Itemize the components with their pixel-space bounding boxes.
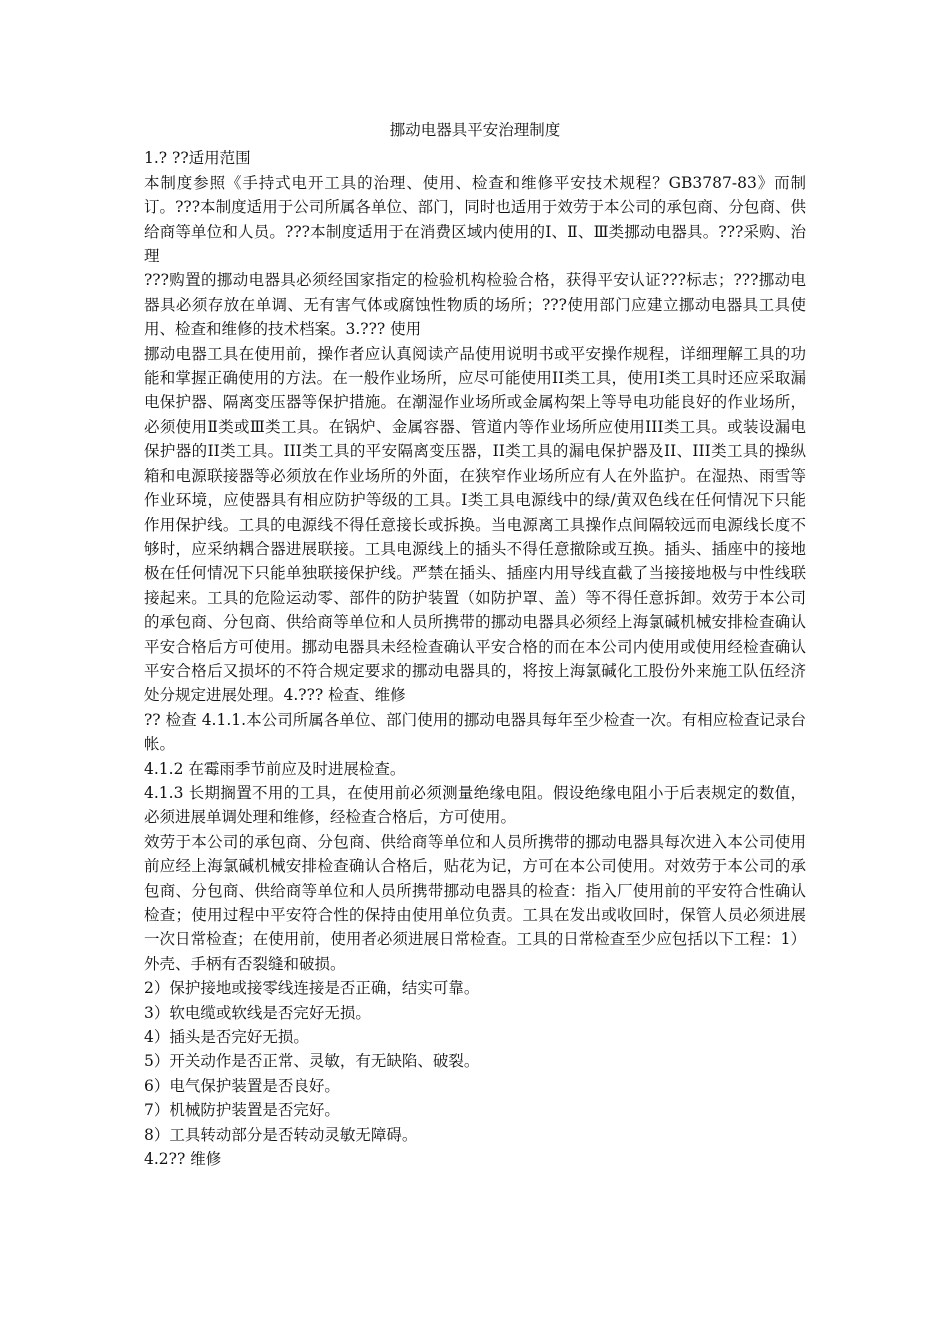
- paragraph-inspection-4-1-3: 4.1.3 长期搁置不用的工具，在使用前必须测量绝缘电阻。假设绝缘电阻小于后表规定的数值，必须进展单调处理和维修，经检查合格后，方可使用。: [144, 783, 806, 827]
- document-title: 挪动电器具平安治理制度: [389, 121, 561, 139]
- paragraph-scope-body: 本制度参照《手持式电开工具的治理、使用、检查和维修平安技术规程？GB3787-83》而制订。???本制度适用于公司所属各单位、部门，同时也适用于效劳于本公司的承包商、分包商、供给商等单位和人员。???本制度适用于在消费区域内使用的Ⅰ、Ⅱ、Ⅲ类挪动电器具。???采购、治理: [144, 173, 806, 266]
- section-heading-maintenance: 4.2?? 维修: [144, 1150, 222, 1169]
- list-item-4: 4）插头是否完好无损。: [144, 1028, 309, 1047]
- paragraph-usage: 挪动电器工具在使用前，操作者应认真阅读产品使用说明书或平安操作规程，详细理解工具的功能和掌握正确使用的方法。在一般作业场所，应尽可能使用II类工具，使用I类工具时还应采取漏电保护器、隔离变压器等保护措施。在潮湿作业场所或金属构架上等导电功能良好的作业场所，必须使用Ⅱ类或Ⅲ类工具。在锅炉、金属容器、管道内等作业场所应使用III类工具。或装设漏电保护器的II类工具。III类工具的平安隔离变压器，II类工具的漏电保护器及II、III类工具的操纵箱和电源联接器等必须放在作业场所的外面，在狭窄作业场所应有人在外监护。在湿热、雨雪等作业环境，应使器具有相应防护等级的工具。I类工具电源线中的绿/黄双色线在任何情况下只能作用保护线。工具的电源线不得任意接长或拆换。当电源离工具操作点间隔较远而电源线长度不够时，应采纳耦合器进展联接。工具电源线上的插头不得任意撤除或互换。插头、插座中的接地极在任何情况下只能单独联接保护线。严禁在插头、插座内用导线直截了当接接地极与中性线联接起来。工具的危险运动零、部件的防护装置（如防护罩、盖）等不得任意拆卸。效劳于本公司的承包商、分包商、供给商等单位和人员所携带的挪动电器具必须经上海氯碱机械安排检查确认平安合格后方可使用。挪动电器具未经检查确认平安合格的而在本公司内使用或使用经检查确认平安合格后又损坏的不符合规定要求的挪动电器具的，将按上海氯碱化工股份外来施工队伍经济处分规定进展处理。4.??? 检查、维修: [144, 344, 806, 705]
- section-heading-scope: 1.? ??适用范围: [144, 149, 251, 168]
- paragraph-procurement: ???购置的挪动电器具必须经国家指定的检验机构检验合格，获得平安认证???标志；???挪动电器具必须存放在单调、无有害气体或腐蚀性物质的场所；???使用部门应建立挪动电器具工具使用、检查和维修的技术档案。3.??? 使用: [144, 271, 806, 339]
- paragraph-inspection-4-1-2: 4.1.2 在霉雨季节前应及时进展检查。: [144, 759, 406, 778]
- paragraph-contractor-inspection: 效劳于本公司的承包商、分包商、供给商等单位和人员所携带的挪动电器具每次进入本公司使用前应经上海氯碱机械安排检查确认合格后，贴花为记，方可在本公司使用。对效劳于本公司的承包商、分包商、供给商等单位和人员所携带挪动电器具的检查：指入厂使用前的平安符合性确认检查；使用过程中平安符合性的保持由使用单位负责。工具在发出或收回时，保管人员必须进展一次日常检查；在使用前，使用者必须进展日常检查。工具的日常检查至少应包括以下工程：1）外壳、手柄有否裂缝和破损。: [144, 832, 806, 973]
- document-page: [144, 118, 806, 1171]
- list-item-8: 8）工具转动部分是否转动灵敏无障碍。: [144, 1125, 418, 1144]
- list-item-7: 7）机械防护装置是否完好。: [144, 1101, 340, 1120]
- list-item-5: 5）开关动作是否正常、灵敏，有无缺陷、破裂。: [144, 1052, 480, 1071]
- list-item-2: 2）保护接地或接零线连接是否正确，结实可靠。: [144, 979, 480, 998]
- paragraph-inspection-4-1-1: ?? 检查 4.1.1.本公司所属各单位、部门使用的挪动电器具每年至少检查一次。有相应检查记录台帐。: [144, 710, 806, 754]
- list-item-3: 3）软电缆或软线是否完好无损。: [144, 1003, 371, 1022]
- list-item-6: 6）电气保护装置是否良好。: [144, 1076, 340, 1095]
